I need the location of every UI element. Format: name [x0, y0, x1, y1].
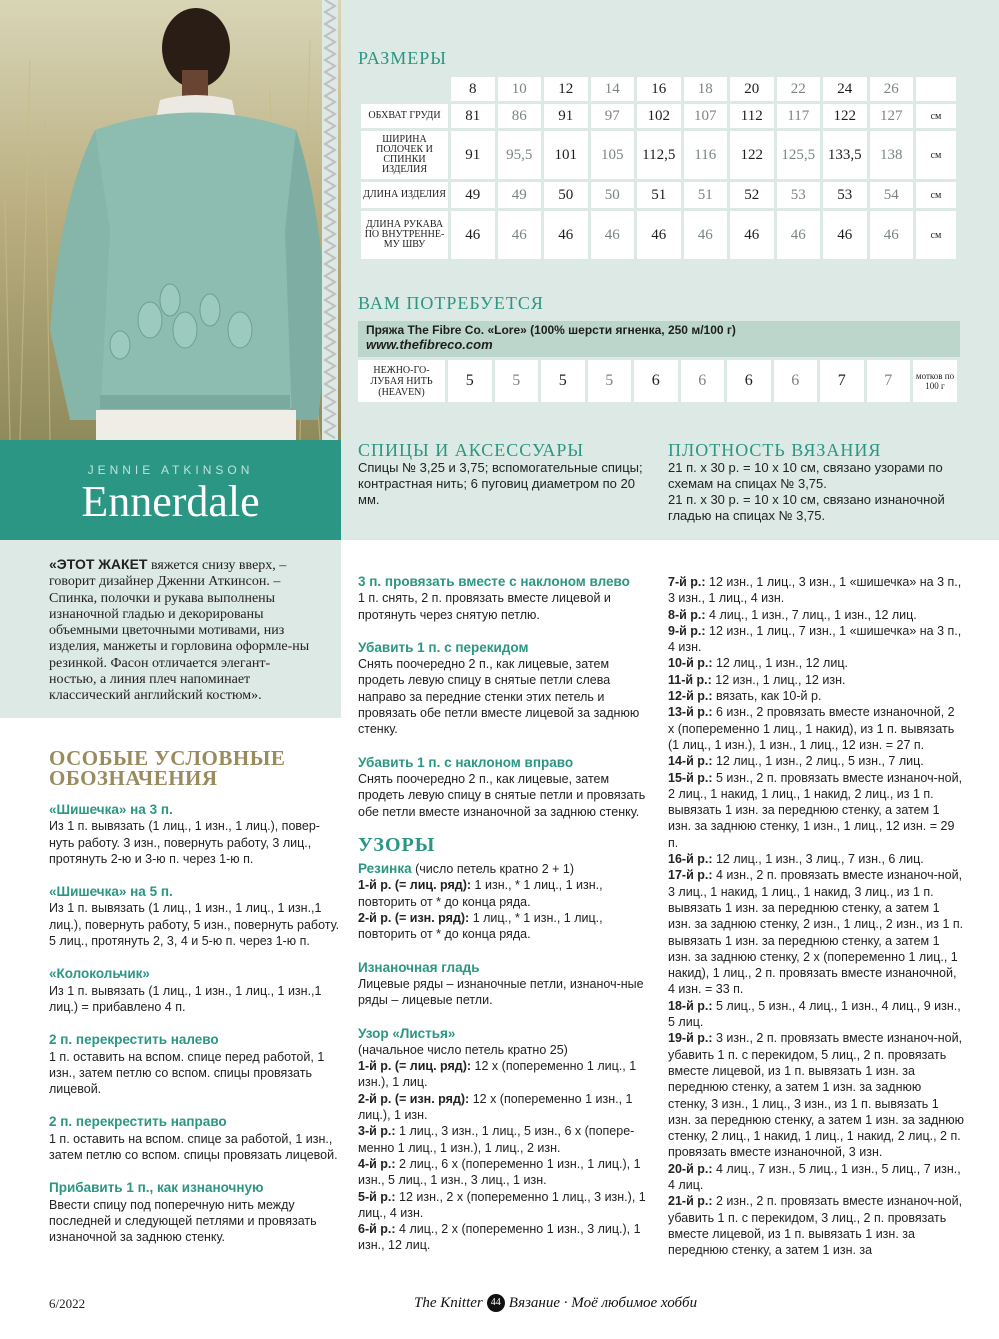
leaves-title: Узор «Листья»: [358, 1025, 456, 1041]
pattern-row: 18-й р.: 5 лиц., 5 изн., 4 лиц., 1 изн., 4 лиц., 9 изн., 5 лиц.: [668, 998, 961, 1030]
pattern-title: Ennerdale: [81, 477, 260, 526]
legend-item: [49, 1180, 341, 1245]
pattern-row: 1-й р. (= лиц. ряд): 12 х (попеременно 1 лиц., 1 изн.), 1 лиц.: [358, 1059, 637, 1090]
pattern-row: 16-й р.: 12 лиц., 1 изн., 3 лиц., 7 изн., 6 лиц.: [668, 852, 924, 867]
legend-item-title: 2 п. перекрестить направо: [49, 1114, 227, 1130]
pattern-row: 1-й р. (= лиц. ряд): 1 изн., * 1 лиц., 1 изн., повторить от * до конца ряда.: [358, 878, 603, 909]
value-cell: 49: [451, 182, 495, 208]
leaves-pattern: [358, 1026, 651, 1254]
value-cell: 107: [684, 104, 728, 128]
designer-name: JENNIE ATKINSON: [87, 463, 254, 477]
intro-lead: «ЭТОТ ЖАКЕТ: [49, 556, 148, 572]
size-cell: 16: [637, 77, 681, 101]
legend-item-text: Из 1 п. вывязать (1 лиц., 1 изн., 1 лиц., 1 изн.,1 лиц.), повернуть работу, 5 изн., повернуть работу. 5 лиц., протянуть 2, 3, 4 и 5-ю п. через 1-ю п.: [49, 901, 340, 949]
gauge-line: 21 п. х 30 р. = 10 х 10 см, связано узорами по схемам на спицах № 3,75.: [668, 460, 943, 491]
value-cell: 105: [591, 131, 635, 179]
chest-row: [361, 104, 956, 128]
value-cell: 7: [867, 360, 911, 402]
value-cell: 5: [448, 360, 492, 402]
sleeve-row: [361, 211, 956, 259]
size-cell: 26: [870, 77, 914, 101]
legend-item: [49, 1032, 341, 1097]
reverse-stockinette: [358, 960, 651, 1009]
pattern-row: 6-й р.: 4 лиц., 2 х (попеременно 1 изн., 3 лиц.), 1 изн., 12 лиц.: [358, 1222, 641, 1253]
value-cell: 7: [820, 360, 864, 402]
value-cell: 46: [684, 211, 728, 259]
decrease-text: Снять поочередно 2 п., как лицевые, затем продеть левую спицу в снятые петли слева направо за передние стенки этих петель и провязать обе петли вместе лицевой за заднюю стенку.: [358, 657, 640, 737]
rib-note: (число петель кратно 2 + 1): [411, 862, 575, 877]
value-cell: 46: [777, 211, 821, 259]
pattern-row: 8-й р.: 4 лиц., 1 изн., 7 лиц., 1 изн., 12 лиц.: [668, 607, 917, 622]
legend-item-title: «Шишечка» на 3 п.: [49, 802, 173, 817]
pattern-row: 17-й р.: 4 изн., 2 п. провязать вместе изнаноч-ной, 3 лиц., 1 накид, 1 лиц., 1 накид, 3 лиц., из 1 п. вывязать 1 изн. за переднюю стенку, а затем 1 изн. за заднюю стенку, 2 изн., 1 лиц., 2 изн., из 1 п. вывязать 1 изн. за переднюю стенку, а затем 1 изн. за заднюю стенку, 2 х (попеременно 1 лиц., 1 накид), 1 лиц., 2 п. провязать вместе изнаночной, 4 изн. = 33 п.: [668, 868, 964, 997]
pattern-row: 9-й р.: 12 изн., 1 лиц., 7 изн., 1 «шишечка» на 3 п., 4 изн.: [668, 623, 962, 655]
magazine-subtitle: Вязание · Моё любимое хобби: [508, 1294, 698, 1311]
value-cell: 46: [870, 211, 914, 259]
value-cell: 46: [498, 211, 542, 259]
value-cell: 95,5: [498, 131, 542, 179]
value-cell: 117: [777, 104, 821, 128]
yarn-url: www.thefibreco.com: [366, 337, 493, 352]
empty-cell: [916, 77, 956, 101]
row-label: ДЛИНА ИЗДЕЛИЯ: [361, 182, 448, 208]
legend-item-text: Ввести спицу под поперечную нить между последней и следующей петлями и провязать изнаночной за заднюю стенку.: [49, 1197, 317, 1245]
legend-item: [49, 802, 341, 867]
value-cell: 50: [544, 182, 588, 208]
needs-heading: ВАМ ПОТРЕБУЕТСЯ: [358, 293, 544, 313]
middle-column: [358, 574, 651, 1254]
issue-date: 6/2022: [49, 1296, 86, 1311]
value-cell: 46: [730, 211, 774, 259]
size-header-row: [361, 77, 956, 101]
decrease-text: 1 п. снять, 2 п. провязать вместе лицевой и протянуть через снятую петлю.: [358, 591, 611, 622]
leaves-note: (начальное число петель кратно 25): [358, 1042, 568, 1057]
legend-item-title: «Колокольчик»: [49, 966, 150, 982]
reverse-text: Лицевые ряды – изнаночные петли, изнаноч-ные ряды – лицевые петли.: [358, 976, 644, 1008]
legend-item: [49, 966, 341, 1015]
pattern-row: 2-й р. (= изн. ряд): 1 лиц., * 1 изн., 1 лиц., повторить от * до конца ряда.: [358, 911, 603, 942]
pattern-row: 5-й р.: 12 изн., 2 х (попеременно 1 лиц., 3 изн.), 1 лиц., 4 изн.: [358, 1189, 646, 1220]
value-cell: 6: [727, 360, 771, 402]
value-cell: 112: [730, 104, 774, 128]
value-cell: 5: [495, 360, 539, 402]
size-cell: 12: [544, 77, 588, 101]
unit-cell: см: [916, 131, 956, 179]
length-row: [361, 182, 956, 208]
size-table: [358, 74, 959, 262]
value-cell: 127: [870, 104, 914, 128]
needles-heading: СПИЦЫ И АКСЕССУАРЫ: [358, 440, 585, 460]
unit-cell: мотков по 100 г: [913, 360, 957, 402]
value-cell: 133,5: [823, 131, 867, 179]
unit-cell: см: [916, 182, 956, 208]
legend-item-title: Прибавить 1 п., как изнаночную: [49, 1180, 264, 1196]
value-cell: 53: [777, 182, 821, 208]
value-cell: 122: [730, 131, 774, 179]
decrease-item: [358, 640, 651, 738]
value-cell: 116: [684, 131, 728, 179]
pattern-row: 7-й р.: 12 изн., 1 лиц., 3 изн., 1 «шишечка» на 3 п., 3 изн., 1 лиц., 4 изн.: [668, 575, 962, 606]
row-label: ДЛИНА РУКАВА ПО ВНУТРЕННЕ-МУ ШВУ: [361, 211, 448, 259]
value-cell: 81: [451, 104, 495, 128]
gauge-heading: ПЛОТНОСТЬ ВЯЗАНИЯ: [668, 440, 882, 460]
value-cell: 46: [637, 211, 681, 259]
row-label: ШИРИНА ПОЛОЧЕК И СПИНКИ ИЗДЕЛИЯ: [361, 131, 448, 179]
needles-text: Спицы № 3,25 и 3,75; вспомогательные спицы; контрастная нить; 6 пуговиц диаметром по 20 мм.: [358, 460, 643, 507]
unit-cell: см: [916, 211, 956, 259]
yarn-line: Пряжа The Fibre Co. «Lore» (100% шерсти ягненка, 250 м/100 г): [366, 323, 736, 337]
legend-item-text: Из 1 п. вывязать (1 лиц., 1 изн., 1 лиц., 1 изн.,1 лиц.) = прибавлено 4 п.: [49, 983, 322, 1014]
size-cell: 14: [591, 77, 635, 101]
yarn-table: [355, 357, 960, 405]
pattern-row: 11-й р.: 12 изн., 1 лиц., 12 изн.: [668, 672, 846, 687]
value-cell: 54: [870, 182, 914, 208]
value-cell: 49: [498, 182, 542, 208]
pattern-row: 4-й р.: 2 лиц., 6 х (попеременно 1 изн., 1 лиц.), 1 изн., 5 лиц., 1 изн., 3 лиц., 1 изн.: [358, 1156, 641, 1188]
yarn-row: [358, 360, 957, 402]
unit-cell: см: [916, 104, 956, 128]
value-cell: 51: [637, 182, 681, 208]
value-cell: 86: [498, 104, 542, 128]
legend-item-text: Из 1 п. вывязать (1 лиц., 1 изн., 1 лиц.), повер-нуть работу. 3 изн., повернуть работу, 3 лиц., протянуть 2-ю и 3-ю п. через 1-ю п.: [49, 819, 320, 866]
value-cell: 6: [634, 360, 678, 402]
intro-text: [49, 556, 317, 705]
value-cell: 6: [681, 360, 725, 402]
value-cell: 101: [544, 131, 588, 179]
value-cell: 52: [730, 182, 774, 208]
page-number: 44: [487, 1294, 505, 1312]
decrease-title: Убавить 1 п. с перекидом: [358, 639, 529, 655]
decrease-text: Снять поочередно 2 п., как лицевые, затем продеть левую спицу в снятые петли и провязать обе петли вместе изнаночной за заднюю стенку.: [358, 771, 646, 819]
size-cell: 18: [684, 77, 728, 101]
pattern-row: 20-й р.: 4 лиц., 7 изн., 5 лиц., 1 изн., 5 лиц., 7 изн., 4 лиц.: [668, 1161, 961, 1192]
value-cell: 53: [823, 182, 867, 208]
row-label: ОБХВАТ ГРУДИ: [361, 104, 448, 128]
size-cell: 20: [730, 77, 774, 101]
value-cell: 125,5: [777, 131, 821, 179]
reverse-title: Изнаночная гладь: [358, 959, 480, 975]
sizes-heading: РАЗМЕРЫ: [358, 48, 447, 68]
value-cell: 97: [591, 104, 635, 128]
empty-cell: [361, 77, 448, 101]
intro-body: вяжется снизу вверх, – говорит дизайнер Дженни Аткинсон. – Спинка, полочки и рукава выполнены изнаночной гладью и декорированы объемными цветочными мотивами, низ изделия, манжеты и горловина оформле-ны резинкой. Фасон отличается элегант-ностью, а линия плеч напоминает классический английский костюм».: [49, 558, 310, 704]
pattern-row: 14-й р.: 12 лиц., 1 изн., 2 лиц., 5 изн., 7 лиц.: [668, 754, 924, 769]
pattern-row: 13-й р.: 6 изн., 2 провязать вместе изнаночной, 2 х (попеременно 1 лиц., 1 накид), из 1 п. вывязать (1 лиц., 1 изн.), 1 изн., 1 лиц., 12 изн. = 27 п.: [668, 705, 955, 752]
patterns-heading: УЗОРЫ: [358, 833, 436, 856]
rib-pattern: [358, 861, 651, 942]
value-cell: 91: [451, 131, 495, 179]
pattern-row: 15-й р.: 5 изн., 2 п. провязать вместе изнаноч-ной, 2 лиц., 1 накид, 1 лиц., 1 накид, 2 лиц., из 1 п. вывязать 1 изн. за переднюю стенку, а затем 1 изн. за заднюю стенку, 1 изн., 1 лиц., 12 изн. = 29 п.: [668, 770, 963, 850]
size-cell: 8: [451, 77, 495, 101]
legend-heading: ОСОБЫЕ УСЛОВНЫЕ ОБОЗНАЧЕНИЯ: [49, 746, 286, 790]
value-cell: 46: [544, 211, 588, 259]
value-cell: 138: [870, 131, 914, 179]
decrease-item: [358, 755, 651, 820]
legend-item: [49, 884, 341, 949]
cardigan-photo: [0, 0, 341, 440]
magazine-name: The Knitter: [414, 1294, 483, 1311]
size-cell: 10: [498, 77, 542, 101]
decrease-title: Убавить 1 п. с наклоном вправо: [358, 754, 574, 770]
value-cell: 46: [591, 211, 635, 259]
pattern-row: 2-й р. (= изн. ряд): 12 х (попеременно 1 изн., 1 лиц.), 1 изн.: [358, 1091, 633, 1123]
right-column: [668, 574, 964, 1258]
pattern-row: 10-й р.: 12 лиц., 1 изн., 12 лиц.: [668, 656, 848, 671]
decrease-item: [358, 574, 651, 623]
pattern-row: 12-й р.: вязать, как 10-й р.: [668, 689, 822, 704]
value-cell: 5: [541, 360, 585, 402]
value-cell: 91: [544, 104, 588, 128]
legend-item: [49, 1114, 341, 1163]
gauge-text: [668, 460, 963, 524]
magazine-footer: [414, 1294, 697, 1312]
value-cell: 5: [588, 360, 632, 402]
decrease-title: 3 п. провязать вместе с наклоном влево: [358, 574, 630, 589]
legend-item-text: 1 п. оставить на вспом. спице за работой, 1 изн., затем петлю со вспом. спицы провязать лицевой.: [49, 1131, 338, 1163]
stitched-edge: [322, 0, 338, 440]
legend-item-text: 1 п. оставить на вспом. спице перед работой, 1 изн., затем петлю со вспом. спицы провязать лицевой.: [49, 1049, 325, 1097]
pattern-row: 3-й р.: 1 лиц., 3 изн., 1 лиц., 5 изн., 6 х (попере-менно 1 лиц., 1 изн.), 1 лиц., 2 изн.: [358, 1124, 635, 1155]
size-cell: 24: [823, 77, 867, 101]
value-cell: 122: [823, 104, 867, 128]
row-label: НЕЖНО-ГО-ЛУБАЯ НИТЬ (HEAVEN): [358, 360, 445, 402]
value-cell: 46: [823, 211, 867, 259]
pattern-row: 19-й р.: 3 изн., 2 п. провязать вместе изнаноч-ной, убавить 1 п. с перекидом, 5 лиц., 2 п. провязать вместе лицевой, из 1 п. вывязать 1 изн. за переднюю стенку, а затем 1 изн. за заднюю стенку, 3 изн., 1 лиц., 3 изн., из 1 п. вывязать 1 изн. за переднюю стенку, а затем 1 изн. за заднюю стенку, 2 лиц., 1 накид, 1 лиц., 1 накид, 2 лиц., 2 п. провязать вместе изнаночной, 3 изн.: [668, 1031, 964, 1160]
value-cell: 46: [451, 211, 495, 259]
value-cell: 50: [591, 182, 635, 208]
value-cell: 51: [684, 182, 728, 208]
value-cell: 6: [774, 360, 818, 402]
rib-title: Резинка: [358, 861, 412, 877]
size-cell: 22: [777, 77, 821, 101]
yarn-info: [358, 321, 960, 357]
value-cell: 112,5: [637, 131, 681, 179]
pattern-row: 21-й р.: 2 изн., 2 п. провязать вместе изнаноч-ной, убавить 1 п. с перекидом, 3 лиц., 2 п. провязать вместе лицевой, из 1 п. вывязать 1 изн. за переднюю стенку, а затем 1 изн. за: [668, 1194, 963, 1258]
gauge-line: 21 п. х 30 р. = 10 х 10 см, связано изнаночной гладью на спицах № 3,75.: [668, 492, 945, 523]
legend-item-title: «Шишечка» на 5 п.: [49, 884, 173, 900]
width-row: [361, 131, 956, 179]
legend-column: [49, 802, 341, 1263]
legend-item-title: 2 п. перекрестить налево: [49, 1032, 219, 1048]
value-cell: 102: [637, 104, 681, 128]
